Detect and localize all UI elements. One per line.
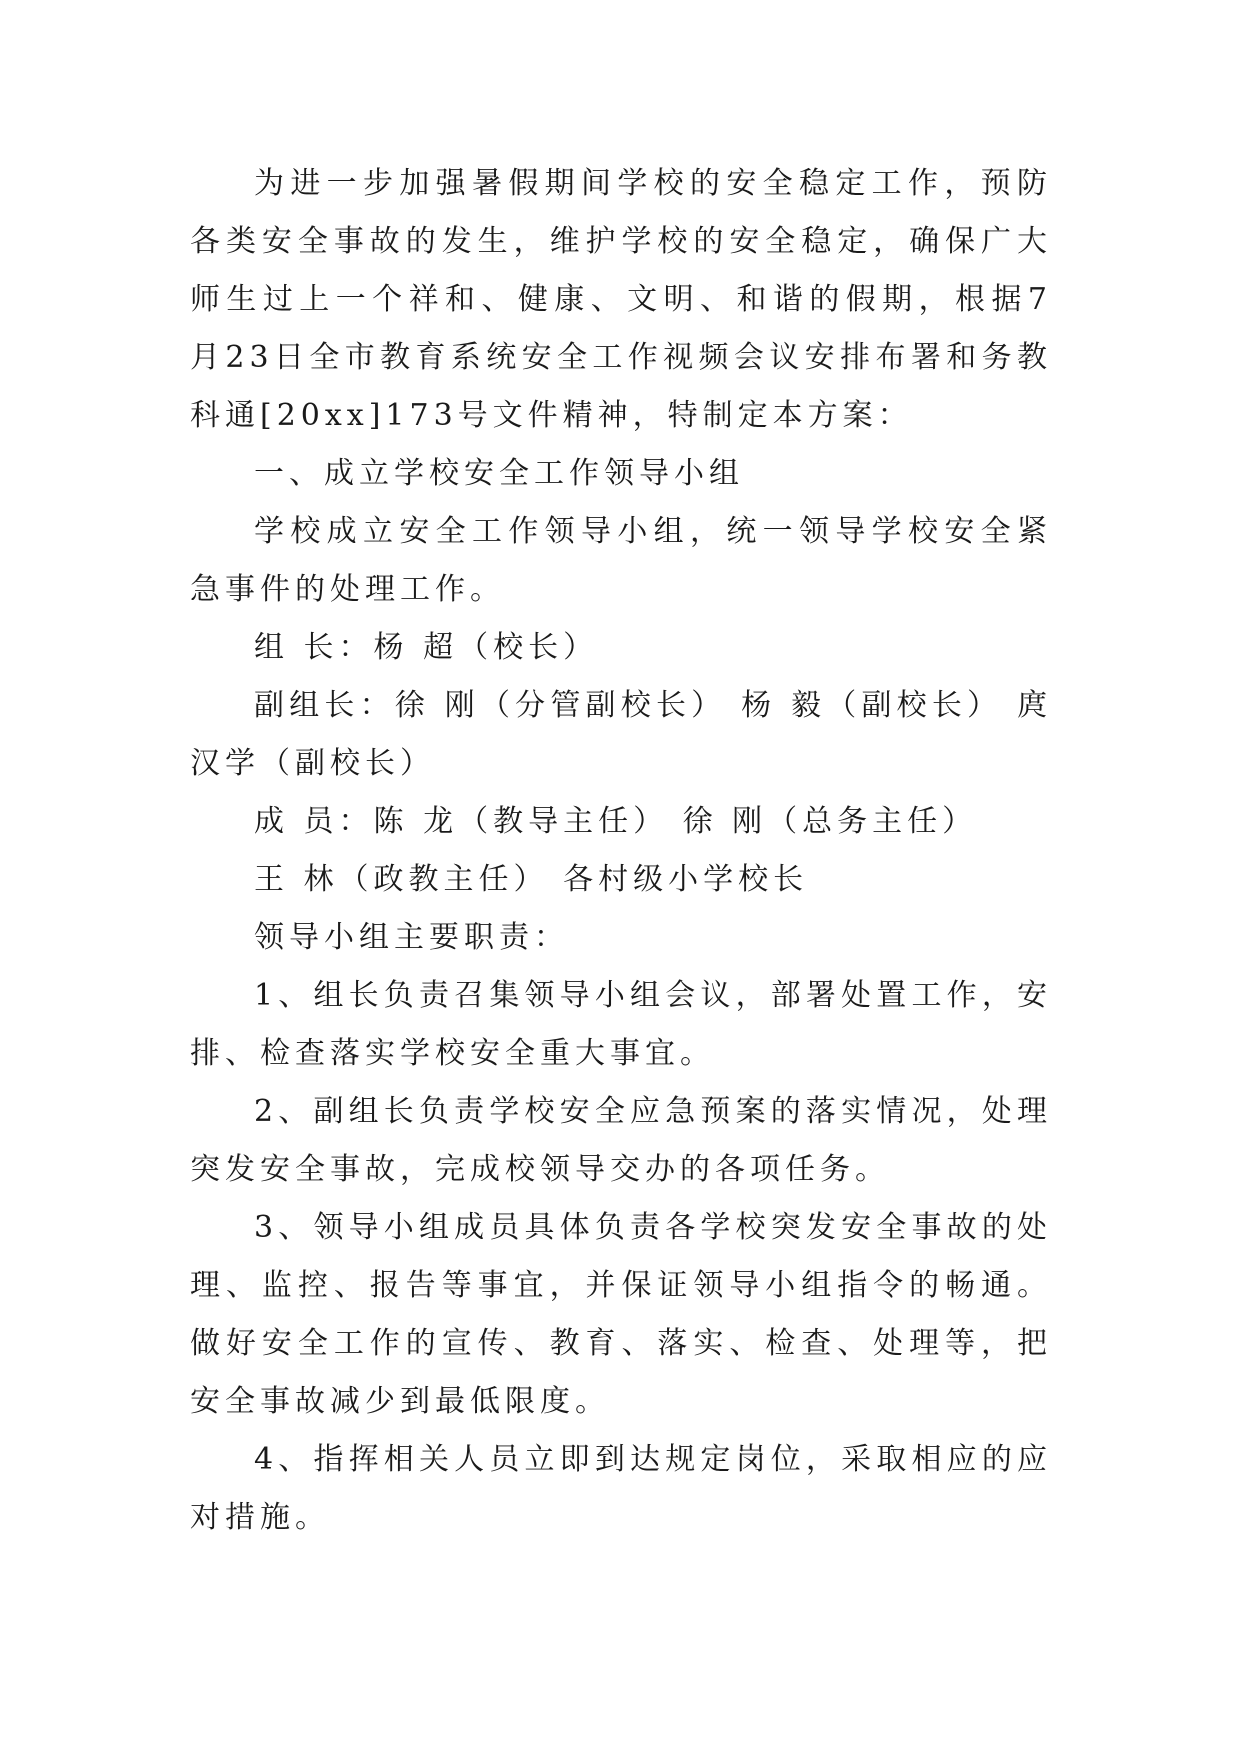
intro-paragraph: 为进一步加强暑假期间学校的安全稳定工作，预防各类安全事故的发生，维护学校的安全稳定，确保广大师生过上一个祥和、健康、文明、和谐的假期，根据7月23日全市教育系统安全工作视频会议安排布署和务教科通[20xx]173号文件精神，特制定本方案： — [190, 166, 1052, 433]
duty-item: 4、指挥相关人员立即到达规定岗位，采取相应的应对措施。 — [190, 1442, 1052, 1535]
duty-item: 3、领导小组成员具体负责各学校突发安全事故的处理、监控、报告等事宜，并保证领导小组指令的畅通。做好安全工作的宣传、教育、落实、检查、处理等，把安全事故减少到最低限度。 — [190, 1210, 1052, 1419]
leader-line: 组 长：杨 超（校长） — [254, 630, 599, 665]
document-body — [190, 155, 1052, 1547]
duty-item: 1、组长负责召集领导小组会议，部署处置工作，安排、检查落实学校安全重大事宜。 — [190, 978, 1052, 1071]
duties-heading: 领导小组主要职责： — [254, 920, 569, 955]
duty-item: 2、副组长负责学校安全应急预案的落实情况，处理突发安全事故，完成校领导交办的各项任务。 — [190, 1094, 1052, 1187]
members-line-continued: 王 林（政教主任） 各村级小学校长 — [254, 862, 809, 897]
body-paragraph: 学校成立安全工作领导小组，统一领导学校安全紧急事件的处理工作。 — [190, 514, 1052, 607]
section-heading: 一、成立学校安全工作领导小组 — [254, 456, 744, 491]
deputy-leader-line: 副组长：徐 刚（分管副校长） 杨 毅（副校长） 庹汉学（副校长） — [190, 688, 1052, 781]
members-line: 成 员：陈 龙（教导主任） 徐 刚（总务主任） — [254, 804, 978, 839]
